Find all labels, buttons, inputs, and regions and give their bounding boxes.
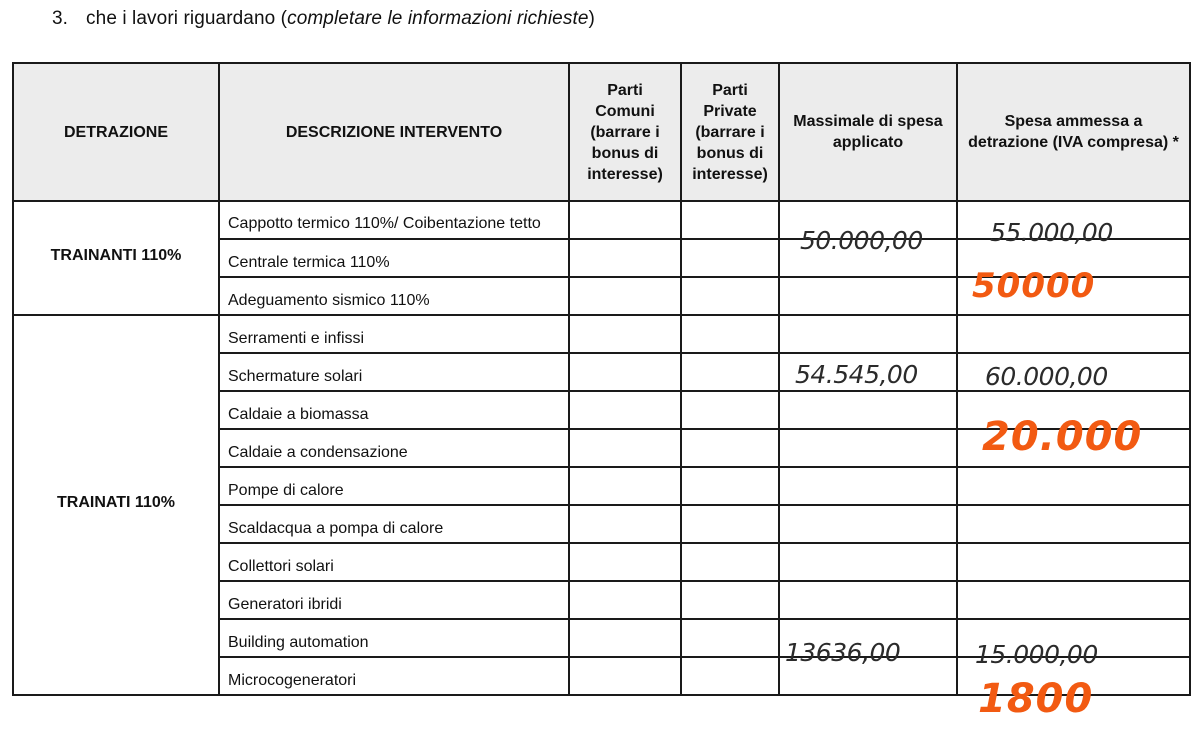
parti-private-cell[interactable] <box>681 391 779 429</box>
parti-private-cell[interactable] <box>681 581 779 619</box>
col-header-spesa: Spesa ammessa a detrazione (IVA compresa) * <box>957 63 1190 201</box>
parti-private-cell[interactable] <box>681 505 779 543</box>
col-header-massimale: Massimale di spesa applicato <box>779 63 957 201</box>
parti-private-cell[interactable] <box>681 277 779 315</box>
orange-annotation-centrale: 50000 <box>972 266 1096 306</box>
table-row <box>13 315 1190 353</box>
row-description: Schermature solari <box>219 353 569 391</box>
handwritten-spesa-building: 15.000,00 <box>975 640 1098 669</box>
spesa-cell[interactable] <box>957 581 1190 619</box>
table-header-row <box>13 63 1190 201</box>
parti-private-cell[interactable] <box>681 619 779 657</box>
row-description: Pompe di calore <box>219 467 569 505</box>
parti-private-cell[interactable] <box>681 239 779 277</box>
parti-comuni-cell[interactable] <box>569 543 681 581</box>
row-description: Generatori ibridi <box>219 581 569 619</box>
row-description: Scaldacqua a pompa di calore <box>219 505 569 543</box>
parti-private-cell[interactable] <box>681 429 779 467</box>
parti-comuni-cell[interactable] <box>569 429 681 467</box>
orange-annotation-schermature: 20.000 <box>982 414 1143 460</box>
category-trainati: TRAINATI 110% <box>13 315 219 695</box>
parti-private-cell[interactable] <box>681 657 779 695</box>
parti-comuni-cell[interactable] <box>569 277 681 315</box>
parti-private-cell[interactable] <box>681 353 779 391</box>
parti-comuni-cell[interactable] <box>569 581 681 619</box>
parti-private-cell[interactable] <box>681 201 779 239</box>
handwritten-massimale-serramenti: 54.545,00 <box>795 360 918 389</box>
parti-comuni-cell[interactable] <box>569 467 681 505</box>
parti-comuni-cell[interactable] <box>569 201 681 239</box>
row-description: Microcogeneratori <box>219 657 569 695</box>
row-description: Building automation <box>219 619 569 657</box>
section-number: 3. <box>52 8 69 29</box>
parti-private-cell[interactable] <box>681 543 779 581</box>
handwritten-spesa-serramenti: 60.000,00 <box>985 362 1108 391</box>
parti-private-cell[interactable] <box>681 315 779 353</box>
col-header-parti-private: Parti Private (barrare i bonus di interesse) <box>681 63 779 201</box>
massimale-cell[interactable] <box>779 543 957 581</box>
section-text: che i lavori riguardano ( <box>86 8 288 29</box>
parti-comuni-cell[interactable] <box>569 239 681 277</box>
massimale-cell[interactable] <box>779 429 957 467</box>
row-description: Collettori solari <box>219 543 569 581</box>
spesa-cell[interactable] <box>957 467 1190 505</box>
col-header-parti-comuni: Parti Comuni (barrare i bonus di interesse) <box>569 63 681 201</box>
row-description: Adeguamento sismico 110% <box>219 277 569 315</box>
massimale-cell[interactable] <box>779 581 957 619</box>
row-description: Caldaie a biomassa <box>219 391 569 429</box>
massimale-cell[interactable] <box>779 315 957 353</box>
handwritten-massimale-building: 13636,00 <box>785 638 901 667</box>
row-description: Centrale termica 110% <box>219 239 569 277</box>
row-description: Caldaie a condensazione <box>219 429 569 467</box>
massimale-cell[interactable] <box>779 467 957 505</box>
handwritten-spesa-cappotto: 55.000,00 <box>990 218 1113 247</box>
row-description: Serramenti e infissi <box>219 315 569 353</box>
spesa-cell[interactable] <box>957 543 1190 581</box>
section-instruction: completare le informazioni richieste <box>287 8 589 29</box>
parti-comuni-cell[interactable] <box>569 315 681 353</box>
parti-comuni-cell[interactable] <box>569 619 681 657</box>
parti-comuni-cell[interactable] <box>569 657 681 695</box>
col-header-descrizione: DESCRIZIONE INTERVENTO <box>219 63 569 201</box>
handwritten-massimale-cappotto: 50.000,00 <box>800 226 923 255</box>
massimale-cell[interactable] <box>779 505 957 543</box>
category-trainanti: TRAINANTI 110% <box>13 201 219 315</box>
parti-comuni-cell[interactable] <box>569 505 681 543</box>
parti-private-cell[interactable] <box>681 467 779 505</box>
massimale-cell[interactable] <box>779 391 957 429</box>
spesa-cell[interactable] <box>957 315 1190 353</box>
orange-annotation-building: 1800 <box>978 676 1094 722</box>
parti-comuni-cell[interactable] <box>569 353 681 391</box>
section-heading <box>52 8 595 30</box>
parti-comuni-cell[interactable] <box>569 391 681 429</box>
spesa-cell[interactable] <box>957 505 1190 543</box>
col-header-detrazione: DETRAZIONE <box>13 63 219 201</box>
massimale-cell[interactable] <box>779 277 957 315</box>
row-description: Cappotto termico 110%/ Coibentazione tetto <box>219 201 569 239</box>
section-text-close: ) <box>588 8 595 29</box>
